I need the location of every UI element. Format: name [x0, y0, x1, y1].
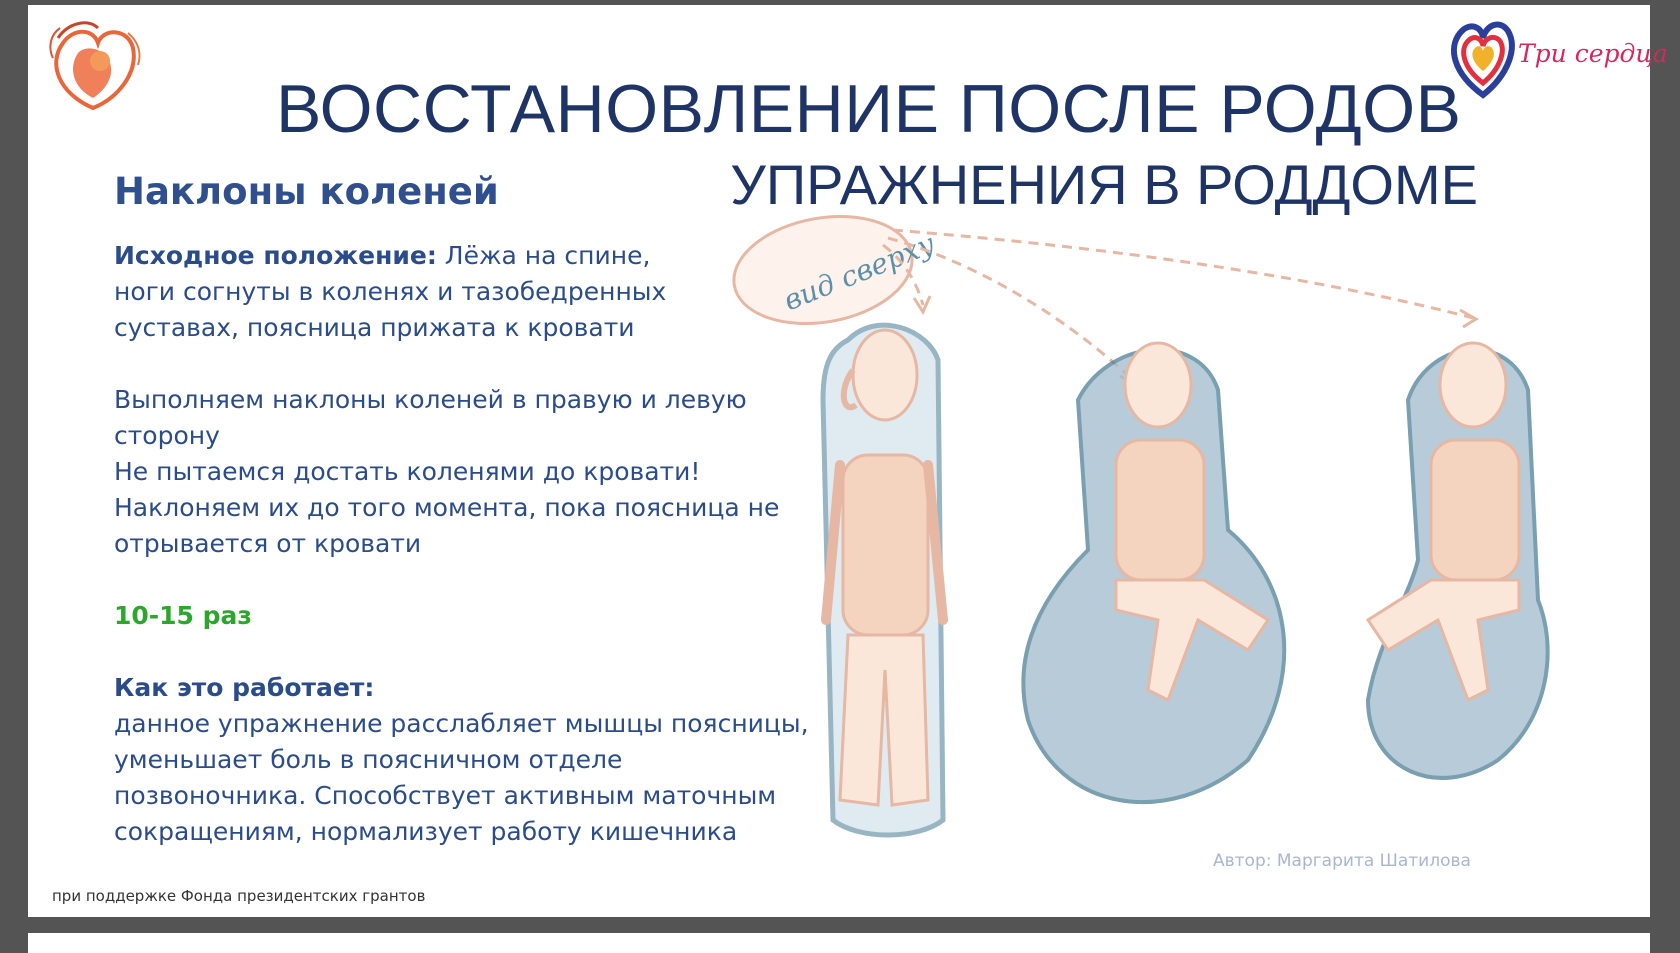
instruction-line-1: Выполняем наклоны коленей в правую и левую — [114, 385, 747, 414]
figure-neutral — [823, 325, 943, 835]
three-hearts-logo — [1448, 13, 1668, 105]
repetitions: 10-15 раз — [114, 601, 252, 630]
next-slide-edge — [28, 933, 1650, 953]
start-position-label: Исходное положение: — [114, 241, 437, 270]
how-it-works-line-2: уменьшает боль в поясничном отделе — [114, 745, 623, 774]
author-credit: Автор: Маргарита Шатилова — [1213, 851, 1471, 871]
how-it-works-label: Как это работает: — [114, 673, 375, 702]
mother-child-logo — [38, 13, 148, 118]
exercise-illustration — [728, 200, 1628, 890]
brand-name: Три сердца — [1518, 39, 1668, 68]
slide — [28, 5, 1668, 917]
how-it-works-line-1: данное упражнение расслабляет мышцы поясницы, — [114, 709, 809, 738]
how-it-works-line-3: позвоночника. Способствует активным маточным — [114, 781, 777, 810]
how-it-works-line-4: сокращениям, нормализует работу кишечника — [114, 817, 738, 846]
instruction-line-5: отрывается от кровати — [114, 529, 422, 558]
figure-knees-right — [1023, 343, 1284, 802]
instruction-line-2: сторону — [114, 421, 220, 450]
start-position-text: Лёжа на спине, — [436, 241, 651, 270]
view-from-above-label: вид сверху — [779, 226, 940, 318]
figure-knees-left — [1368, 343, 1548, 778]
grant-support-note: при поддержке Фонда президентских грантов — [52, 887, 426, 905]
instruction-line-3: Не пытаемся достать коленями до кровати! — [114, 457, 701, 486]
page-subtitle: УПРАЖНЕНИЯ В РОДДОМЕ — [730, 153, 1478, 216]
start-position-line-1 — [114, 238, 650, 274]
start-position-line-3: суставах, поясница прижата к кровати — [114, 313, 635, 342]
start-position-line-2: ноги согнуты в коленях и тазобедренных — [114, 277, 667, 306]
exercise-title: Наклоны коленей — [114, 170, 499, 213]
page-title: ВОССТАНОВЛЕНИЕ ПОСЛЕ РОДОВ — [276, 71, 1462, 147]
instruction-line-4: Наклоняем их до того момента, пока поясница не — [114, 493, 780, 522]
